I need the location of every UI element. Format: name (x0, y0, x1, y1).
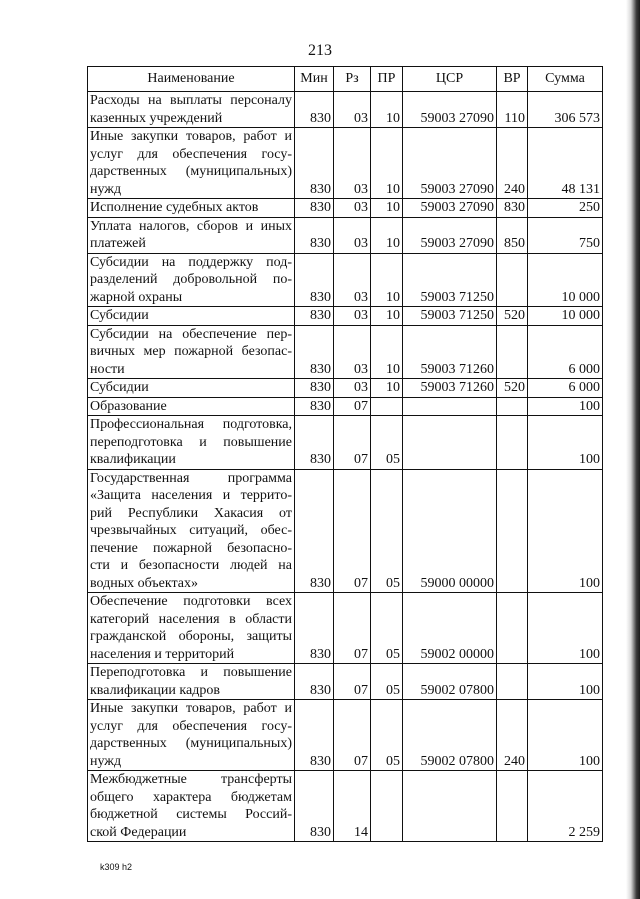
row-name-line: платежей (90, 236, 146, 251)
row-name-line: услуг для обеспечения госу- (90, 718, 292, 734)
row-vr: 110 (497, 92, 528, 128)
row-csr (403, 771, 497, 842)
row-vr: 830 (497, 199, 528, 218)
row-name (88, 379, 295, 398)
row-min: 830 (295, 92, 334, 128)
row-pr (371, 397, 403, 416)
row-name-line: Иные закупки товаров, работ и (90, 129, 292, 144)
table-row (88, 92, 603, 128)
row-csr: 59003 27090 (403, 199, 497, 218)
row-name (88, 664, 295, 700)
row-name (88, 128, 295, 199)
row-sum: 100 (528, 593, 603, 664)
row-csr: 59002 07800 (403, 664, 497, 700)
row-name-line: вичных мер пожарной безопас- (90, 344, 292, 359)
row-sum: 100 (528, 664, 603, 700)
row-name-line: дарственных (муниципальных) (90, 164, 292, 179)
row-name (88, 771, 295, 842)
row-name-line: Субсидии на поддержку под- (90, 254, 292, 270)
row-csr: 59000 00000 (403, 469, 497, 593)
row-name-line: Уплата налогов, сборов и иных (90, 218, 292, 234)
row-sum: 10 000 (528, 307, 603, 326)
row-name-line: услуг для обеспечения госу- (90, 146, 292, 162)
row-pr: 10 (371, 199, 403, 218)
row-pr: 05 (371, 700, 403, 771)
table-row (88, 700, 603, 771)
row-name (88, 253, 295, 307)
row-name-line: нужд (90, 181, 122, 197)
row-rz: 03 (334, 128, 371, 199)
row-name-line: дарственных (муниципальных) (90, 736, 292, 751)
row-name (88, 700, 295, 771)
row-name-line: Переподготовка и повышение (90, 665, 292, 680)
row-name (88, 325, 295, 379)
table-row (88, 416, 603, 470)
row-min: 830 (295, 128, 334, 199)
row-pr: 05 (371, 593, 403, 664)
row-name-line: Субсидии (90, 380, 149, 395)
row-rz: 07 (334, 397, 371, 416)
row-min: 830 (295, 593, 334, 664)
row-min: 830 (295, 397, 334, 416)
table-row (88, 664, 603, 700)
row-rz: 03 (334, 199, 371, 218)
row-pr: 10 (371, 92, 403, 128)
row-name-line: ской Федерации (90, 824, 187, 840)
row-vr: 520 (497, 379, 528, 398)
row-rz: 03 (334, 92, 371, 128)
row-rz: 07 (334, 416, 371, 470)
row-rz: 07 (334, 700, 371, 771)
row-min: 830 (295, 700, 334, 771)
header-sum: Сумма (528, 67, 603, 92)
table-body (88, 92, 603, 842)
row-sum: 100 (528, 416, 603, 470)
row-name-line: жарной охраны (90, 289, 183, 305)
row-pr (371, 771, 403, 842)
row-csr: 59003 27090 (403, 217, 497, 253)
row-name-line: Расходы на выплаты персоналу (90, 93, 292, 108)
row-name-line: бюджетной системы Россий- (90, 807, 292, 822)
footer-code: k309 h2 (100, 862, 133, 872)
table-row (88, 199, 603, 218)
row-rz: 03 (334, 253, 371, 307)
row-name-line: категорий населения в области (90, 611, 292, 627)
row-rz: 03 (334, 325, 371, 379)
row-rz: 03 (334, 379, 371, 398)
row-vr (497, 469, 528, 593)
row-min: 830 (295, 416, 334, 470)
table-row (88, 307, 603, 326)
row-rz: 07 (334, 593, 371, 664)
row-sum: 750 (528, 217, 603, 253)
row-csr: 59003 27090 (403, 92, 497, 128)
table-row (88, 325, 603, 379)
row-pr: 10 (371, 128, 403, 199)
row-sum: 100 (528, 397, 603, 416)
row-sum: 6 000 (528, 325, 603, 379)
row-vr: 240 (497, 700, 528, 771)
row-rz: 03 (334, 307, 371, 326)
row-vr (497, 771, 528, 842)
table-row (88, 771, 603, 842)
row-min: 830 (295, 469, 334, 593)
table-row (88, 593, 603, 664)
row-min: 830 (295, 253, 334, 307)
table-row (88, 397, 603, 416)
row-pr: 10 (371, 307, 403, 326)
row-vr: 520 (497, 307, 528, 326)
header-rz: Рз (334, 67, 371, 92)
header-vr: ВР (497, 67, 528, 92)
row-name-line: Иные закупки товаров, работ и (90, 701, 292, 716)
row-name (88, 307, 295, 326)
row-csr: 59002 00000 (403, 593, 497, 664)
row-name-line: квалификации кадров (90, 682, 220, 698)
row-sum: 48 131 (528, 128, 603, 199)
row-sum: 2 259 (528, 771, 603, 842)
row-vr (497, 593, 528, 664)
row-vr (497, 664, 528, 700)
row-csr: 59003 71260 (403, 379, 497, 398)
row-rz: 07 (334, 469, 371, 593)
table-row (88, 469, 603, 593)
row-name-line: общего характера бюджетам (90, 789, 292, 805)
row-name-line: Субсидии на обеспечение пер- (90, 326, 292, 342)
page-number: 213 (308, 42, 332, 59)
row-name-line: ности (90, 361, 125, 377)
row-sum: 100 (528, 469, 603, 593)
row-sum: 250 (528, 199, 603, 218)
row-rz: 07 (334, 664, 371, 700)
row-csr (403, 397, 497, 416)
row-csr: 59003 71260 (403, 325, 497, 379)
table-row (88, 128, 603, 199)
row-name-line: гражданской обороны, защиты (90, 629, 292, 644)
row-name-line: Образование (90, 398, 167, 414)
row-name-line: квалификации (90, 452, 176, 467)
row-min: 830 (295, 664, 334, 700)
row-name-line: Субсидии (90, 308, 149, 323)
table-row (88, 253, 603, 307)
row-vr: 240 (497, 128, 528, 199)
row-name-line: Межбюджетные трансферты (90, 772, 292, 787)
row-pr: 10 (371, 379, 403, 398)
row-name-line: печение пожарной безопасно- (90, 540, 292, 556)
row-pr: 10 (371, 253, 403, 307)
budget-table (87, 66, 603, 842)
row-sum: 6 000 (528, 379, 603, 398)
row-name (88, 469, 295, 593)
row-name (88, 217, 295, 253)
row-vr (497, 325, 528, 379)
row-csr: 59002 07800 (403, 700, 497, 771)
row-sum: 306 573 (528, 92, 603, 128)
row-name-line: водных объектах» (90, 575, 198, 591)
row-rz: 03 (334, 217, 371, 253)
row-name-line: Профессиональная подготовка, (90, 417, 292, 432)
row-name-line: разделений добровольной по- (90, 272, 292, 287)
row-min: 830 (295, 199, 334, 218)
row-name-line: чрезвычайных ситуаций, обес- (90, 523, 292, 538)
row-name (88, 416, 295, 470)
scan-edge-shadow (626, 0, 640, 899)
row-rz: 14 (334, 771, 371, 842)
header-min: Мин (295, 67, 334, 92)
row-pr: 10 (371, 325, 403, 379)
row-pr: 05 (371, 664, 403, 700)
row-pr: 05 (371, 416, 403, 470)
row-name-line: Исполнение судебных актов (90, 200, 259, 215)
row-min: 830 (295, 325, 334, 379)
row-name-line: населения и территорий (90, 646, 235, 662)
row-name-line: сти и безопасности людей на (90, 558, 292, 573)
row-name (88, 397, 295, 416)
row-sum: 10 000 (528, 253, 603, 307)
row-vr (497, 253, 528, 307)
row-min: 830 (295, 217, 334, 253)
row-vr (497, 397, 528, 416)
row-name-line: «Защита населения и террито- (90, 488, 292, 503)
row-name-line: рий Республики Хакасия от (90, 505, 292, 521)
row-name-line: Обеспечение подготовки всех (90, 594, 292, 609)
row-vr (497, 416, 528, 470)
row-name-line: Государственная программа (90, 470, 292, 486)
row-vr: 850 (497, 217, 528, 253)
row-pr: 05 (371, 469, 403, 593)
row-min: 830 (295, 307, 334, 326)
row-sum: 100 (528, 700, 603, 771)
row-min: 830 (295, 379, 334, 398)
row-name (88, 92, 295, 128)
row-name-line: нужд (90, 753, 122, 769)
row-csr: 59003 71250 (403, 307, 497, 326)
row-csr: 59003 71250 (403, 253, 497, 307)
header-csr: ЦСР (403, 67, 497, 92)
header-pr: ПР (371, 67, 403, 92)
row-name (88, 593, 295, 664)
row-name-line: переподготовка и повышение (90, 434, 292, 450)
table-row (88, 217, 603, 253)
row-min: 830 (295, 771, 334, 842)
row-csr (403, 416, 497, 470)
row-name (88, 199, 295, 218)
table-header-row (88, 67, 603, 92)
table-row (88, 379, 603, 398)
row-name-line: казенных учреждений (90, 110, 223, 126)
header-name: Наименование (88, 67, 295, 92)
row-csr: 59003 27090 (403, 128, 497, 199)
row-pr: 10 (371, 217, 403, 253)
